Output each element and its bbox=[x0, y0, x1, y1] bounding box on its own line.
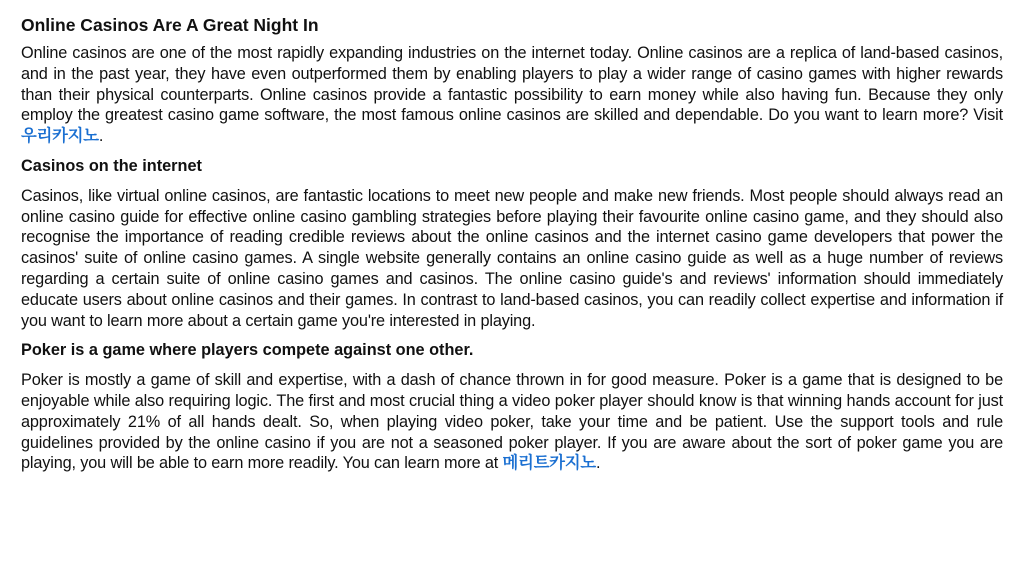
poker-period: . bbox=[596, 454, 601, 473]
intro-period: . bbox=[98, 127, 104, 146]
woori-casino-link[interactable]: 우리카지노 bbox=[21, 127, 99, 146]
merit-casino-link[interactable]: 메리트카지노 bbox=[502, 454, 597, 473]
section-heading-poker: Poker is a game where players compete against one other. bbox=[21, 341, 474, 360]
poker-paragraph bbox=[21, 370, 1003, 474]
poker-text: Poker is mostly a game of skill and expertise, with a dash of chance thrown in for good measure. Poker is a game that is designed to be enjoyable while also requiring logic. The first and most crucial thing a video poker player should know is that winning hands account for just approximately 21% of all hands dealt. So, when playing video poker, take your time and be patient. Use the support tools and rule guidelines provided by the online casino if you are not a seasoned poker player. If you are aware about the sort of poker game you are playing, you will be able to earn more readily. You can learn more at bbox=[21, 371, 1003, 473]
internet-casinos-paragraph: Casinos, like virtual online casinos, are fantastic locations to meet new people and make new friends. Most people should always read an online casino guide for effective online casino gambling strategies before playing their favourite online casino game, and they should also recognise the importance of reading credible reviews about the online casinos and the internet casino game developers that power the casinos' suite of online casino games. A single website generally contains an online casino guide as well as a huge number of reviews regarding a certain suite of online casino games and casinos. The online casino guide's and reviews' information should immediately educate users about online casinos and their games. In contrast to land-based casinos, you can readily collect expertise and information if you want to learn more about a certain game you're interested in playing. bbox=[21, 186, 1003, 330]
intro-paragraph bbox=[21, 43, 1003, 147]
section-heading-internet-casinos: Casinos on the internet bbox=[21, 156, 202, 175]
intro-text: Online casinos are one of the most rapidly expanding industries on the internet today. Online casinos are a replica of land-based casinos, and in the past year, they have even outperformed them by enabling players to play a wider range of casino games with higher rewards than their physical counterparts. Online casinos provide a fantastic possibility to earn money while also having fun. Because they only employ the greatest casino game software, the most famous online casinos are skilled and dependable. Do you want to learn more? Visit bbox=[21, 44, 1003, 125]
page-title: Online Casinos Are A Great Night In bbox=[21, 15, 319, 35]
